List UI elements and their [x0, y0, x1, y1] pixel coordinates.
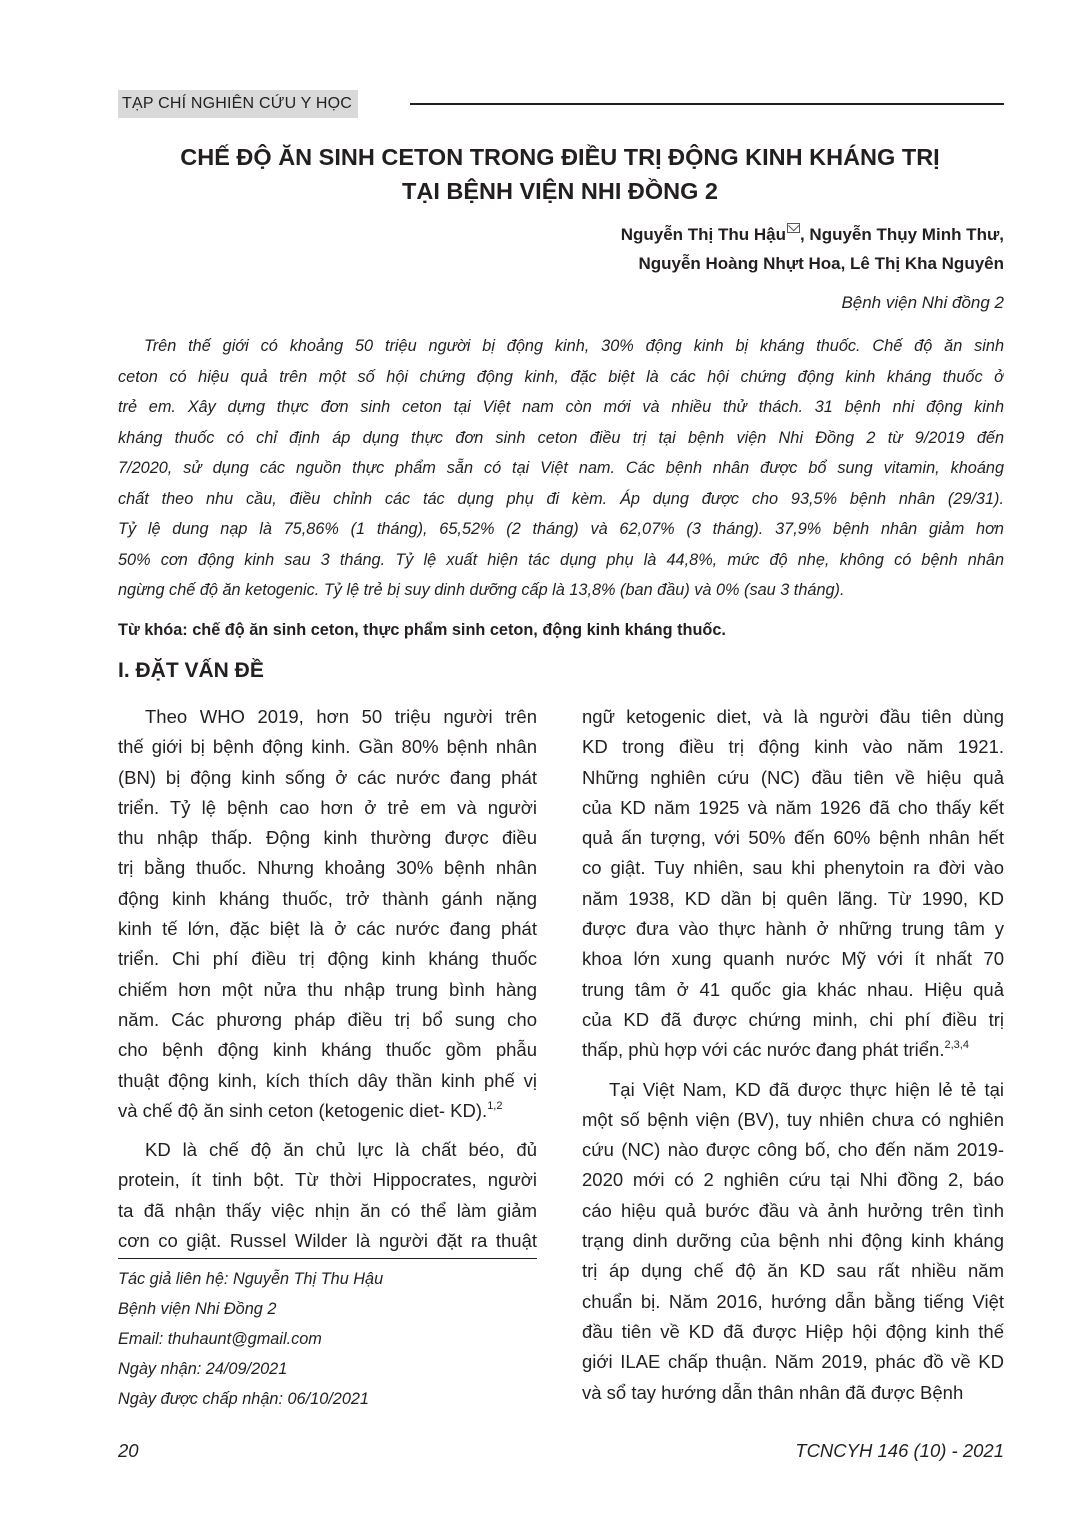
body-line: protein, ít tinh bột. Từ thời Hippocrates, người: [118, 1169, 537, 1191]
body-line: chuẩn bị. Năm 2016, hướng dẫn bằng tiếng Việt: [582, 1290, 1004, 1312]
corresponding-author: Nguyễn Thị Thu Hậu: [620, 225, 786, 244]
body-line: trị áp dụng chế độ ăn KD sau rất nhiều năm: [582, 1260, 1004, 1282]
body-line: Những nghiên cứu (NC) đầu tiên về hiệu quả: [582, 766, 1004, 788]
body-line: một số bệnh viện (BV), tuy nhiên chưa có nghiên: [582, 1108, 1004, 1130]
footnote-line: Tác giả liên hệ: Nguyễn Thị Thu Hậu: [118, 1270, 384, 1288]
authors-line: [621, 220, 1004, 249]
body-line: cơn co giật. Russel Wilder là người đặt ra thuật: [118, 1230, 537, 1252]
abstract-line: Trên thế giới có khoảng 50 triệu người bị động kinh, 30% động kinh bị kháng thuốc. Chế độ ăn sinh: [144, 337, 1004, 355]
footnote-line: Ngày nhận: 24/09/2021: [118, 1360, 288, 1378]
body-line: [118, 1096, 537, 1126]
body-line: của KD năm 1925 và năm 1926 đã cho thấy kết: [582, 796, 1004, 818]
abstract-line: trẻ em. Xây dựng thực đơn sinh ceton tại Việt nam còn mới và nhiều thử thách. 31 bệnh nhi động kinh: [118, 398, 1004, 416]
footnote-line: Email: thuhaunt@gmail.com: [118, 1330, 322, 1348]
body-line: đầu tiên về KD đã được Hiệp hội động kinh thế: [582, 1320, 1004, 1342]
journal-header: [118, 90, 1004, 118]
article-title: [90, 140, 1030, 208]
footnote-line: Bệnh viện Nhi Đồng 2: [118, 1300, 277, 1318]
body-line: [582, 1035, 1004, 1065]
authors-line: Nguyễn Hoàng Nhựt Hoa, Lê Thị Kha Nguyên: [638, 254, 1004, 273]
footnote-rule: [118, 1258, 537, 1259]
body-line: cáo hiệu quả bước đầu và ảnh hưởng trên tình: [582, 1199, 1004, 1221]
body-line: của KD đã được chứng minh, chi phí điều trị: [582, 1008, 1004, 1030]
body-line: Theo WHO 2019, hơn 50 triệu người trên: [145, 706, 537, 727]
body-line: co giật. Tuy nhiên, sau khi phenytoin ra đời vào: [582, 857, 1004, 879]
authors: [621, 220, 1004, 278]
abstract-line: kháng thuốc có chỉ định áp dụng thực đơn sinh ceton điều trị tại bệnh viện Nhi Đồng 2 từ 9/2019 đến: [118, 428, 1004, 447]
footnote: [118, 1264, 383, 1414]
body-line: KD là chế độ ăn chủ lực là chất béo, đủ: [145, 1139, 537, 1161]
body-text: thấp, phù hợp với các nước đang phát triển.: [582, 1039, 945, 1061]
body-line: động kinh kháng thuốc, trở thành gánh nặng: [118, 887, 537, 909]
right-column: [582, 702, 1004, 1408]
title-line: TẠI BỆNH VIỆN NHI ĐỒNG 2: [402, 178, 718, 204]
body-line: trị bằng thuốc. Nhưng khoảng 30% bệnh nhân: [118, 857, 537, 879]
abstract-line: ceton có hiệu quả trên một số hội chứng động kinh, đặc biệt là các hội chứng động kinh kháng thuốc ở: [118, 367, 1004, 386]
page-number: 20: [118, 1440, 139, 1461]
section-heading: I. ĐẶT VẤN ĐỀ: [118, 659, 264, 682]
body-line: khoa lớn xung quanh nước Mỹ với ít nhất 70: [582, 948, 1004, 970]
abstract-line: 50% cơn động kinh sau 3 tháng. Tỷ lệ xuất hiện tác dụng phụ là 44,8%, mức độ nhẹ, không có bệnh nhân: [118, 550, 1004, 569]
body-line: trung tâm ở 41 quốc gia khác nhau. Hiệu quả: [582, 978, 1004, 1000]
affiliation: Bệnh viện Nhi đồng 2: [841, 293, 1004, 312]
body-line: cứu (NC) nào được công bố, cho đến năm 2019-: [582, 1139, 1004, 1161]
body-line: trạng dinh dưỡng của bệnh nhi động kinh kháng: [582, 1230, 1004, 1252]
abstract-line: ngừng chế độ ăn ketogenic. Tỷ lệ trẻ bị suy dinh dưỡng cấp là 13,8% (ban đầu) và 0% (sau 3 tháng).: [118, 581, 845, 599]
body-line: kinh tế lớn, đặc biệt là ở các nước đang phát: [118, 918, 537, 940]
title-line: CHẾ ĐỘ ĂN SINH CETON TRONG ĐIỀU TRỊ ĐỘNG KINH KHÁNG TRỊ: [180, 144, 940, 170]
body-text: và chế độ ăn sinh ceton (ketogenic diet- KD).: [118, 1099, 488, 1121]
body-line: cho bệnh động kinh kháng thuốc gồm phẫu: [118, 1039, 537, 1061]
body-line: thế giới bị bệnh động kinh. Gần 80% bệnh nhân: [118, 736, 537, 758]
header-rule: [410, 103, 1004, 105]
abstract-line: Tỷ lệ dung nạp là 75,86% (1 tháng), 65,52% (2 tháng) và 62,07% (3 tháng). 37,9% bệnh nhân giảm hơn: [118, 520, 1004, 538]
co-authors: , Nguyễn Thụy Minh Thư,: [799, 225, 1004, 244]
body-line: ngữ ketogenic diet, và là người đầu tiên dùng: [582, 706, 1004, 727]
footnote-line: Ngày được chấp nhận: 06/10/2021: [118, 1390, 369, 1408]
body-line: (BN) bị động kinh sống ở các nước đang phát: [118, 766, 537, 788]
body-line: thuật động kinh, kích thích dây thần kinh phế vị: [118, 1069, 537, 1091]
keywords: Từ khóa: chế độ ăn sinh ceton, thực phẩm sinh ceton, động kinh kháng thuốc.: [118, 621, 726, 639]
body-line: quả ấn tượng, với 50% đến 60% bệnh nhân hết: [582, 827, 1004, 849]
body-line: chiếm hơn một nửa thu nhập trung bình hàng: [118, 978, 537, 1000]
abstract-line: chất theo nhu cầu, điều chỉnh các tác dụng phụ đi kèm. Áp dụng được cho 93,5% bệnh nhân (29/31).: [118, 489, 1004, 508]
citation-ref: 2,3,4: [944, 1039, 969, 1052]
body-line: triển. Tỷ lệ bệnh cao hơn ở trẻ em và người: [118, 796, 537, 818]
body-line: được đưa vào thực hành ở những trung tâm y: [582, 918, 1004, 940]
body-line: ta đã nhận thấy việc nhịn ăn có thể làm giảm: [118, 1199, 537, 1221]
abstract: [118, 331, 1004, 606]
abstract-line: 7/2020, sử dụng các nguồn thực phẩm sẵn có tại Việt nam. Các bệnh nhân được bổ sung vitamin, khoáng: [118, 459, 1004, 477]
body-line: và sổ tay hướng dẫn thân nhân đã được Bệnh: [582, 1381, 964, 1403]
body-line: Tại Việt Nam, KD đã được thực hiện lẻ tẻ tại: [609, 1078, 1004, 1100]
body-line: 2020 mới có 2 nghiên cứu tại Nhi đồng 2, báo: [582, 1169, 1004, 1191]
mail-icon: [787, 223, 800, 233]
left-column: [118, 702, 537, 1256]
body-line: năm 1938, KD dần bị quên lãng. Từ 1990, KD: [582, 887, 1004, 909]
body-line: triển. Chi phí điều trị động kinh kháng thuốc: [118, 948, 537, 970]
body-line: giới ILAE chấp thuận. Năm 2019, phác đồ về KD: [582, 1351, 1004, 1373]
journal-citation: TCNCYH 146 (10) - 2021: [795, 1440, 1004, 1461]
body-line: KD trong điều trị động kinh vào năm 1921.: [582, 736, 1004, 758]
body-line: thu nhập thấp. Động kinh thường được điều: [118, 827, 537, 849]
citation-ref: 1,2: [487, 1099, 503, 1112]
body-line: năm. Các phương pháp điều trị bổ sung cho: [118, 1008, 537, 1030]
journal-header-label: TẠP CHÍ NGHIÊN CỨU Y HỌC: [118, 90, 358, 118]
